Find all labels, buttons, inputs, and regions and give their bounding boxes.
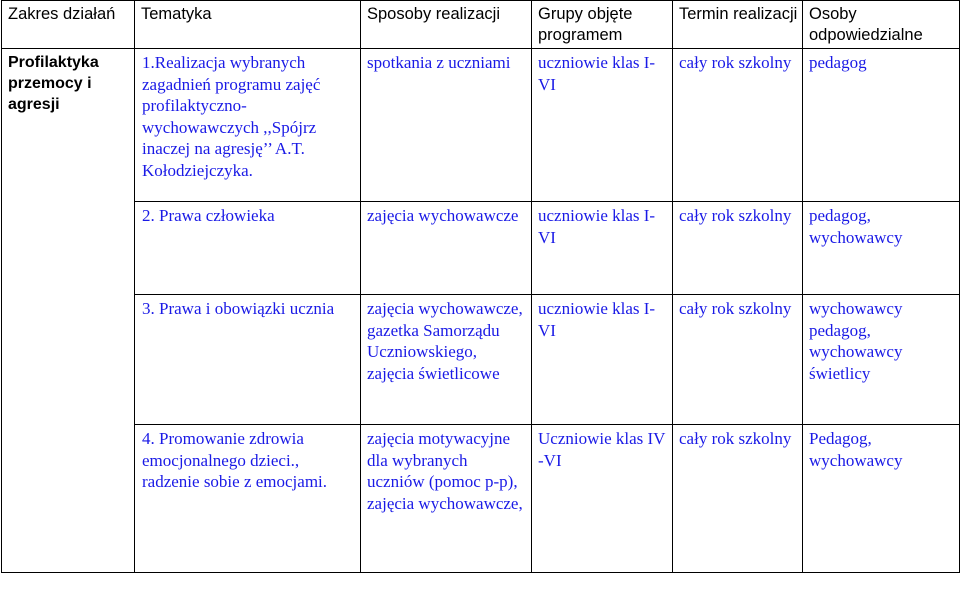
table-row	[2, 49, 960, 202]
person-text: Pedagog, wychowawcy	[809, 429, 903, 470]
term-cell	[673, 49, 803, 202]
person-text: pedagog, wychowawcy	[809, 206, 903, 247]
method-text: zajęcia wychowawcze	[367, 206, 519, 225]
group-cell	[532, 202, 673, 295]
person-text: pedagog	[809, 53, 867, 72]
topic-text: 3. Prawa i obowiązki ucznia	[142, 299, 335, 318]
method-cell	[361, 425, 532, 573]
person-cell	[803, 295, 960, 425]
method-text: spotkania z uczniami	[367, 53, 511, 72]
table-header-row	[2, 1, 960, 49]
topic-cell	[135, 295, 361, 425]
person-cell	[803, 425, 960, 573]
topic-cell	[135, 49, 361, 202]
header-osoby-odpowiedzialne: Osoby odpowiedzialne	[803, 1, 960, 49]
topic-text: 4. Promowanie zdrowia emocjonalnego dzieci., radzenie sobie z emocjami.	[142, 429, 328, 491]
topic-cell	[135, 425, 361, 573]
term-text: cały rok szkolny	[679, 53, 792, 72]
group-text: uczniowie klas I-VI	[538, 299, 656, 340]
header-zakres-dzialan: Zakres działań	[2, 1, 135, 49]
section-title-cell	[2, 49, 135, 573]
table-row	[2, 425, 960, 573]
topic-cell	[135, 202, 361, 295]
term-cell	[673, 202, 803, 295]
header-termin-realizacji: Termin realizacji	[673, 1, 803, 49]
method-text: zajęcia wychowawcze, gazetka Samorządu Uczniowskiego, zajęcia świetlicowe	[367, 299, 523, 383]
section-title: Profilaktyka przemocy i agresji	[8, 54, 99, 113]
method-cell	[361, 202, 532, 295]
topic-text: 2. Prawa człowieka	[142, 206, 275, 225]
group-cell	[532, 425, 673, 573]
method-text: zajęcia motywacyjne dla wybranych uczniów (pomoc p-p), zajęcia wychowawcze,	[367, 429, 523, 513]
header-tematyka: Tematyka	[135, 1, 361, 49]
method-cell	[361, 49, 532, 202]
header-sposoby-realizacji: Sposoby realizacji	[361, 1, 532, 49]
person-text: wychowawcy pedagog, wychowawcy świetlicy	[809, 299, 903, 383]
method-cell	[361, 295, 532, 425]
term-text: cały rok szkolny	[679, 299, 792, 318]
term-text: cały rok szkolny	[679, 206, 792, 225]
group-cell	[532, 49, 673, 202]
table-row	[2, 295, 960, 425]
table-row	[2, 202, 960, 295]
program-table	[1, 0, 960, 573]
term-cell	[673, 425, 803, 573]
group-text: uczniowie klas I-VI	[538, 206, 656, 247]
person-cell	[803, 202, 960, 295]
group-cell	[532, 295, 673, 425]
topic-text: 1.Realizacja wybranych zagadnień programu zajęć profilaktyczno-wychowawczych ,,Spójrz inaczej na agresję’’ A.T. Kołodziejczyka.	[142, 53, 321, 180]
header-grupy-objete-programem: Grupy objęte programem	[532, 1, 673, 49]
group-text: Uczniowie klas IV -VI	[538, 429, 666, 470]
term-text: cały rok szkolny	[679, 429, 792, 448]
person-cell	[803, 49, 960, 202]
term-cell	[673, 295, 803, 425]
group-text: uczniowie klas I-VI	[538, 53, 656, 94]
